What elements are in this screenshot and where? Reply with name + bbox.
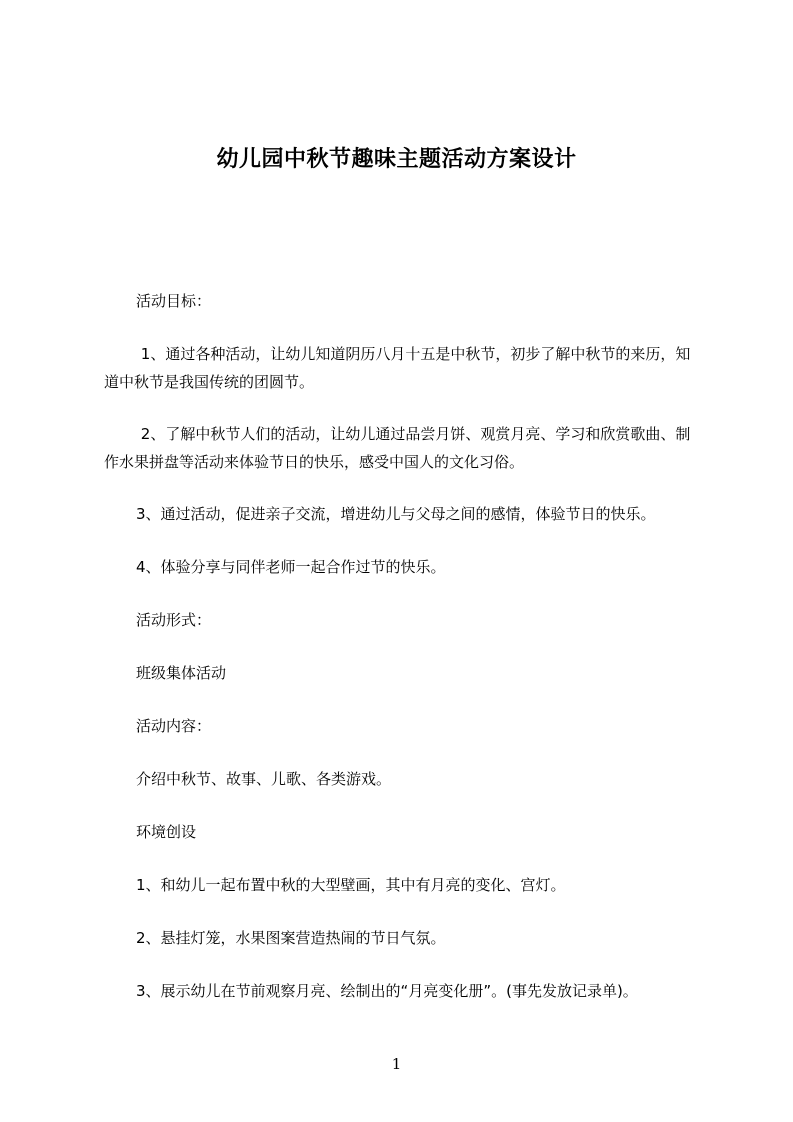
paragraph-environment-3: 3、展示幼儿在节前观察月亮、绘制出的“月亮变化册”。(事先发放记录单)。 bbox=[136, 982, 638, 1000]
paragraph-goal-3: 3、通过活动，促进亲子交流，增进幼儿与父母之间的感情，体验节日的快乐。 bbox=[136, 505, 656, 523]
paragraph-environment-heading: 环境创设 bbox=[136, 823, 197, 841]
paragraph-environment-2: 2、悬挂灯笼，水果图案营造热闹的节日气氛。 bbox=[136, 929, 446, 947]
paragraph-goal-4: 4、体验分享与同伴老师一起合作过节的快乐。 bbox=[136, 558, 446, 576]
page-number: 1 bbox=[391, 1055, 402, 1073]
paragraph-goal-2: 2、了解中秋节人们的活动，让幼儿通过品尝月饼、观赏月亮、学习和欣赏歌曲、制作水果拼盘等活动来体验节日的快乐，感受中国人的文化习俗。 bbox=[104, 425, 691, 471]
paragraph-activity-goals-heading: 活动目标： bbox=[136, 292, 212, 310]
paragraph-activity-form-heading: 活动形式： bbox=[136, 611, 212, 629]
document-title: 幼儿园中秋节趣味主题活动方案设计 bbox=[216, 147, 577, 172]
paragraph-activity-content-heading: 活动内容： bbox=[136, 717, 212, 735]
paragraph-activity-content: 介绍中秋节、故事、儿歌、各类游戏。 bbox=[136, 770, 392, 788]
paragraph-goal-1: 1、通过各种活动，让幼儿知道阴历八月十五是中秋节，初步了解中秋节的来历，知道中秋节是我国传统的团圆节。 bbox=[104, 345, 691, 391]
paragraph-environment-1: 1、和幼儿一起布置中秋的大型壁画，其中有月亮的变化、宫灯。 bbox=[136, 876, 566, 894]
paragraph-activity-form: 班级集体活动 bbox=[136, 664, 227, 682]
